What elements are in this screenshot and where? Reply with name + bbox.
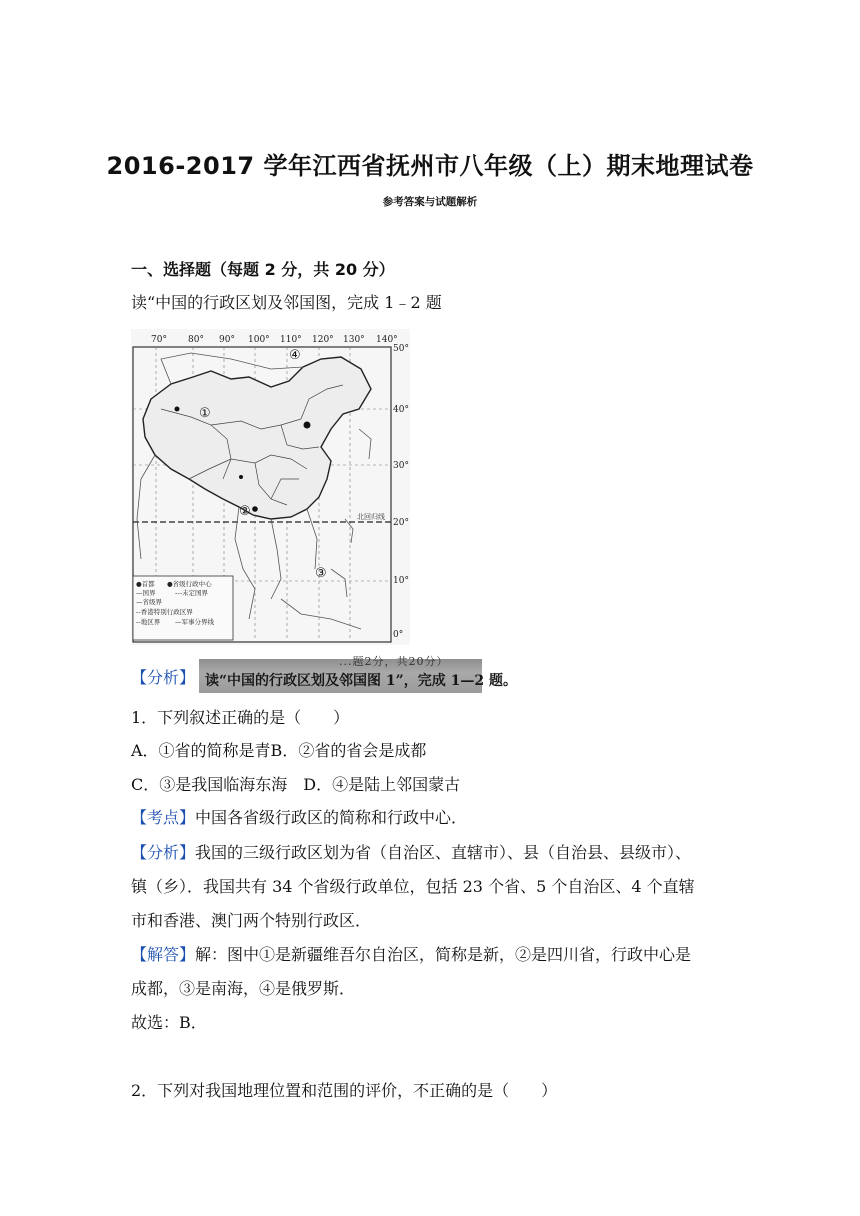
kaodian-text: 中国各省级行政区的简称和行政中心． [195,808,468,827]
analysis-tag: 【分析】 [131,668,196,687]
scanned-top-fragment: ...题2分，共20分） [339,655,449,668]
fenxi-row-1 [131,843,691,863]
legend-military-line: —军事分界线 [175,618,214,626]
legend-region-border: --地区界 [136,618,161,626]
question-2-stem: 2．下列对我国地理位置和范围的评价，不正确的是（ ） [131,1081,558,1100]
marker-3: ③ [315,566,327,581]
page-title: 2016-2017 学年江西省抚州市八年级（上）期末地理试卷 [106,152,754,180]
kaodian-row [131,808,467,828]
marker-2: ② [239,504,251,519]
question-intro: 读“中国的行政区划及邻国图，完成 1﹣2 题 [131,293,442,312]
lat-label: 0° [393,630,404,640]
scanned-analysis-image [199,655,517,693]
kaodian-tag: 【考点】 [131,808,196,827]
lon-label: 70° [151,335,167,345]
legend-sar-border: --香港特别行政区界 [136,608,193,616]
answer-text: 故选：B． [131,1013,207,1032]
legend-capital: ●首都 [136,580,155,588]
question-1-stem: 1．下列叙述正确的是（ ） [131,708,350,727]
fenxi-text-3: 市和香港、澳门两个特别行政区． [131,911,372,930]
legend-provincial-border: —省级界 [136,598,162,606]
lon-label: 130° [343,335,365,345]
lon-label: 120° [312,335,334,345]
lat-label: 40° [393,405,409,415]
question-1-options-cd: C．③是我国临海东海 D．④是陆上邻国蒙古 [131,775,461,794]
lat-label: 50° [393,344,409,354]
legend-provincial: ●省级行政中心 [167,580,212,588]
question-1-options-ab: A．①省的简称是青B．②省的省会是成都 [131,741,427,760]
lat-label: 30° [393,461,409,471]
lon-label: 110° [280,335,302,345]
lon-label: 80° [188,335,204,345]
lon-label: 90° [219,335,235,345]
scanned-analysis-text: 读“中国的行政区划及邻国图 1”，完成 1—2 题。 [205,673,517,689]
jieda-text-1: 解：图中①是新疆维吾尔自治区，简称是新，②是四川省，行政中心是 [195,945,692,964]
marker-1: ① [199,406,211,421]
fenxi-text-2: 镇（乡）．我国共有 34 个省级行政单位，包括 23 个省、5 个自治区、4 个直辖 [131,877,695,896]
lat-label: 10° [393,576,409,586]
lon-label: 100° [248,335,270,345]
legend-national: —国界 [136,589,156,597]
section-heading: 一、选择题（每题 2 分，共 20 分） [131,260,395,279]
jieda-tag: 【解答】 [131,945,196,964]
fenxi-text-1: 我国的三级行政区划为省（自治区、直辖市）、县（自治县、县级市）、 [195,843,692,862]
china-administrative-map [131,329,410,645]
lat-label: 20° [393,518,409,528]
jieda-text-2: 成都，③是南海，④是俄罗斯． [131,979,356,998]
jieda-row-1 [131,945,691,965]
tropic-label: 北回归线 [357,513,385,521]
page-subtitle: 参考答案与试题解析 [382,196,478,208]
marker-4: ④ [289,348,301,363]
fenxi-tag: 【分析】 [131,843,196,862]
legend-undetermined: ---未定国界 [175,589,209,597]
lon-label: 140° [376,335,398,345]
